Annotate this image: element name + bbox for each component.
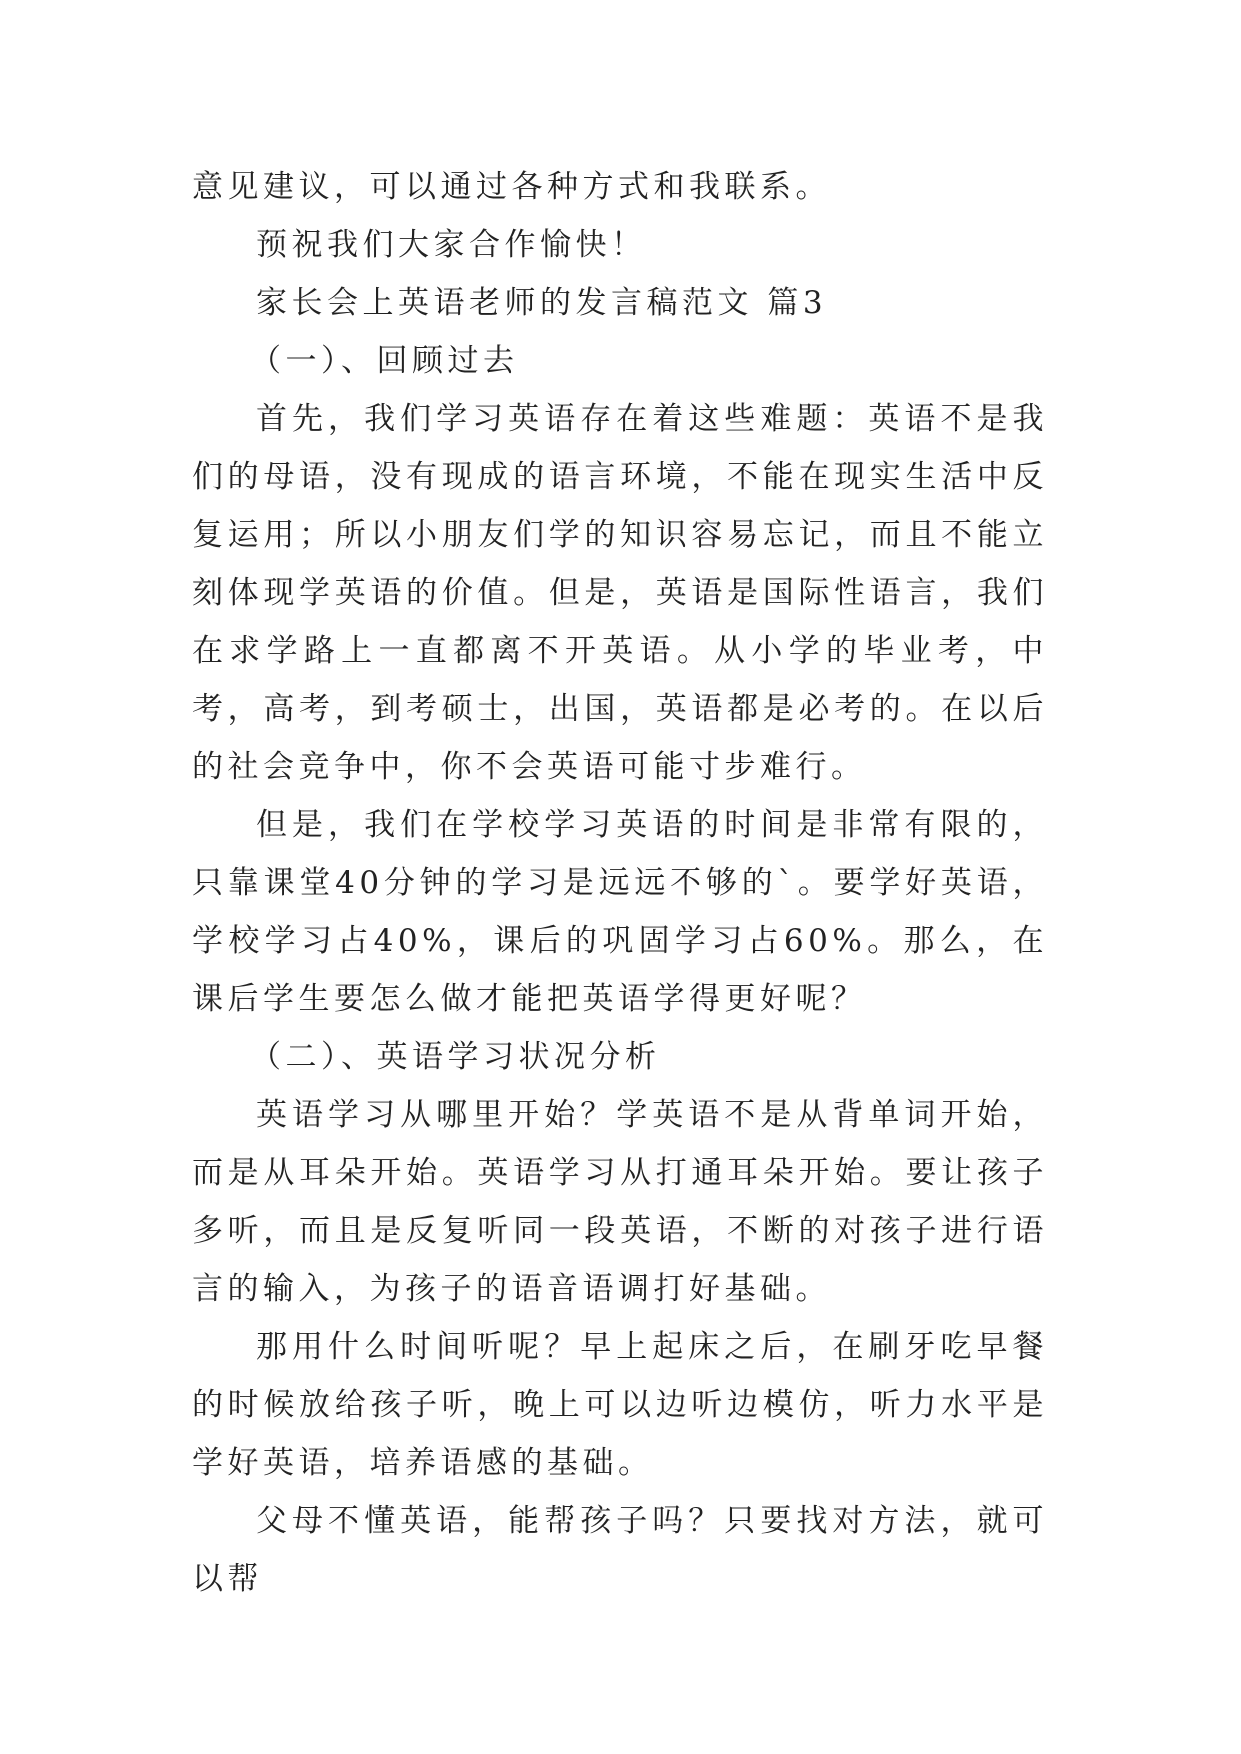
- document-body: [192, 158, 1048, 1608]
- paragraph-parents-help: 父母不懂英语，能帮孩子吗？只要找对方法，就可以帮: [192, 1503, 1048, 1597]
- subheading-analysis: （二）、英语学习状况分析: [250, 1039, 661, 1075]
- paragraph-start-listening: 英语学习从哪里开始？学英语不是从背单词开始，而是从耳朵开始。英语学习从打通耳朵开始。要让孩子多听，而且是反复听同一段英语，不断的对孩子进行语言的输入，为孩子的语音语调打好基础。: [192, 1097, 1048, 1307]
- section-title: 家长会上英语老师的发言稿范文 篇3: [256, 285, 828, 321]
- paragraph-limited-time: 但是，我们在学校学习英语的时间是非常有限的，只靠课堂40分钟的学习是远远不够的`。要学好英语，学校学习占40%，课后的巩固学习占60%。那么，在课后学生要怎么做才能把英语学得更好呢？: [192, 807, 1048, 1017]
- paragraph-closing-wish: 预祝我们大家合作愉快！: [256, 227, 647, 263]
- subheading-review: （一）、回顾过去: [250, 343, 519, 379]
- paragraph-difficulties: 首先，我们学习英语存在着这些难题：英语不是我们的母语，没有现成的语言环境，不能在现实生活中反复运用；所以小朋友们学的知识容易忘记，而且不能立刻体现学英语的价值。但是，英语是国际性语言，我们在求学路上一直都离不开英语。从小学的毕业考，中考，高考，到考硕士，出国，英语都是必考的。在以后的社会竞争中，你不会英语可能寸步难行。: [192, 401, 1048, 785]
- paragraph-continuation: 意见建议，可以通过各种方式和我联系。: [192, 169, 831, 205]
- paragraph-when-to-listen: 那用什么时间听呢？早上起床之后，在刷牙吃早餐的时候放给孩子听，晚上可以边听边模仿，听力水平是学好英语，培养语感的基础。: [192, 1329, 1048, 1481]
